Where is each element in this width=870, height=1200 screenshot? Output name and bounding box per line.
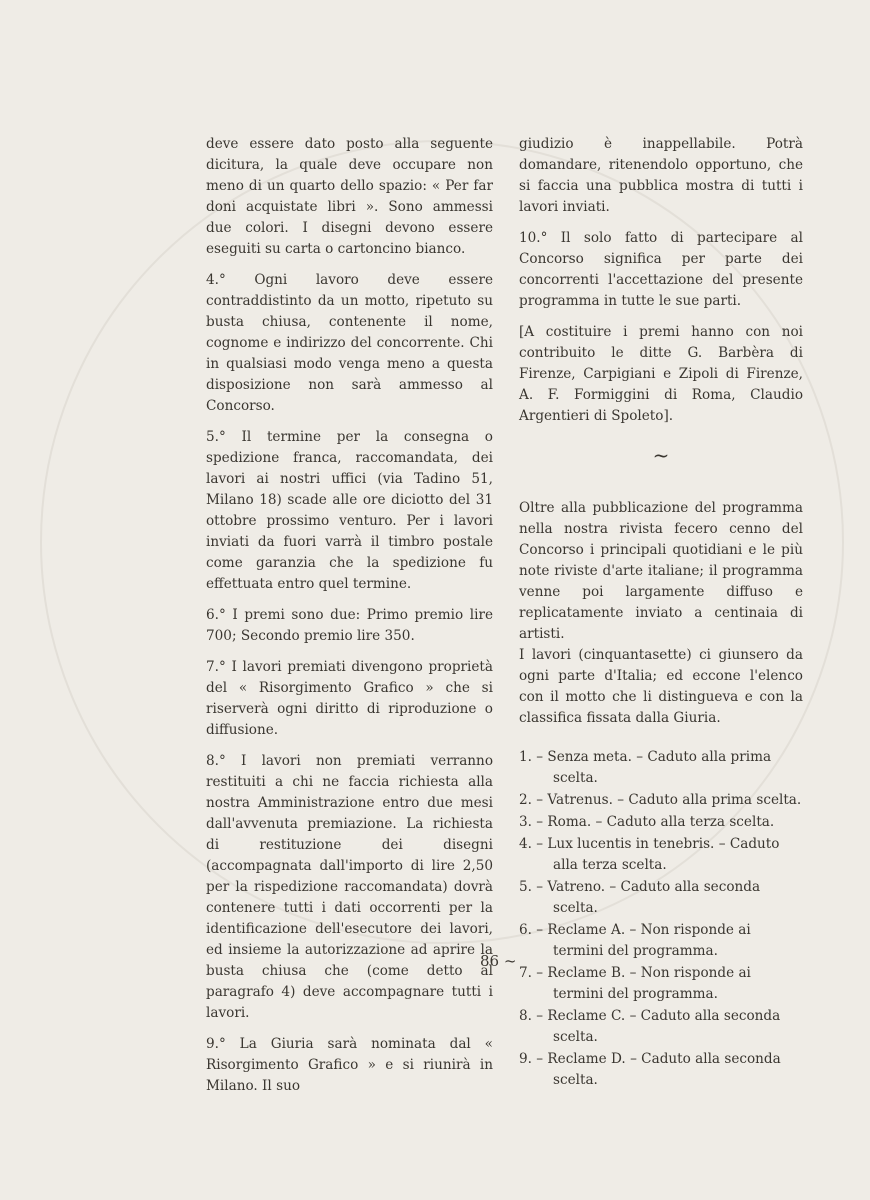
paragraph: I lavori (cinquantasette) ci giunsero da ogni parte d'Italia; ed eccone l'elenco con il motto che li distingueva e con la classifica fissata dalla Giuria. bbox=[519, 647, 803, 726]
list-item: 7. – Reclame B. – Non risponde ai termini del programma. bbox=[519, 965, 751, 1002]
paragraph: Oltre alla pubblicazione del programma nella nostra rivista fecero cenno del Concorso i principali quotidiani e le più note riviste d'arte italiane; il programma venne poi largamente diffuso e replicatamente inviato a centinaia di artisti. bbox=[519, 500, 803, 642]
paragraph: 10.° Il solo fatto di partecipare al Concorso significa per parte dei concorrenti l'accettazione del presente programma in tutte le sue parti. bbox=[519, 230, 803, 309]
list-item: 9. – Reclame D. – Caduto alla seconda scelta. bbox=[519, 1051, 781, 1088]
paragraph: 4.° Ogni lavoro deve essere contraddistinto da un motto, ripetuto su busta chiusa, contenente il nome, cognome e indirizzo del concorrente. Chi in qualsiasi modo venga meno a questa disposizione non sarà ammesso al Concorso. bbox=[206, 272, 493, 414]
paragraph: 8.° I lavori non premiati verranno restituiti a chi ne faccia richiesta alla nostra Amministrazione entro due mesi dall'avvenuta premiazione. La richiesta di restituzione dei disegni (accompagnata dall'importo di lire 2,50 per la rispedizione raccomandata) dovrà contenere tutti i dati occorrenti per la identificazione dell'esecutore dei lavori, ed insieme la autorizzazione ad aprire la busta chiusa che (come detto al paragrafo 4) deve accompagnare tutti i lavori. bbox=[206, 753, 493, 1021]
page-number: 86 ~ bbox=[480, 952, 517, 970]
list-item: 5. – Vatreno. – Caduto alla seconda scelta. bbox=[519, 879, 761, 916]
list-item: 6. – Reclame A. – Non risponde ai termini del programma. bbox=[519, 922, 751, 959]
list-item: 8. – Reclame C. – Caduto alla seconda scelta. bbox=[519, 1008, 781, 1045]
list-item: 1. – Senza meta. – Caduto alla prima scelta. bbox=[519, 749, 772, 786]
paragraph: 7.° I lavori premiati divengono proprietà del « Risorgimento Grafico » che si riserverà ogni diritto di riproduzione o diffusione. bbox=[206, 659, 493, 738]
paragraph: giudizio è inappellabile. Potrà domandare, ritenendolo opportuno, che si faccia una pubblica mostra di tutti i lavori inviati. bbox=[519, 136, 803, 215]
left-column bbox=[206, 134, 493, 1107]
paragraph: 5.° Il termine per la consegna o spedizione franca, raccomandata, dei lavori ai nostri uffici (via Tadino 51, Milano 18) scade alle ore diciotto del 31 ottobre prossimo venturo. Per i lavori inviati da fuori varrà il timbro postale come garanzia che la spedizione fu effettuata entro quel termine. bbox=[206, 429, 493, 592]
list-item: 3. – Roma. – Caduto alla terza scelta. bbox=[519, 814, 775, 830]
paragraph: 9.° La Giuria sarà nominata dal « Risorgimento Grafico » e si riunirà in Milano. Il suo bbox=[206, 1036, 493, 1094]
paragraph: 6.° I premi sono due: Primo premio lire 700; Secondo premio lire 350. bbox=[206, 607, 493, 644]
paragraph: deve essere dato posto alla seguente dicitura, la quale deve occupare non meno di un quarto dello spazio: « Per far doni acquistate libri ». Sono ammessi due colori. I disegni devono essere eseguiti su carta o cartoncino bianco. bbox=[206, 136, 493, 257]
list-item: 4. – Lux lucentis in tenebris. – Caduto alla terza scelta. bbox=[519, 836, 780, 873]
list-item: 2. – Vatrenus. – Caduto alla prima scelta. bbox=[519, 792, 802, 808]
entries-list bbox=[519, 747, 803, 1091]
paragraph: [A costituire i premi hanno con noi contribuito le ditte G. Barbèra di Firenze, Carpigiani e Zipoli di Firenze, A. F. Formiggini di Roma, Claudio Argentieri di Spoleto]. bbox=[519, 324, 803, 424]
ornament-flourish: ~ bbox=[652, 443, 670, 467]
right-column bbox=[519, 134, 803, 1092]
